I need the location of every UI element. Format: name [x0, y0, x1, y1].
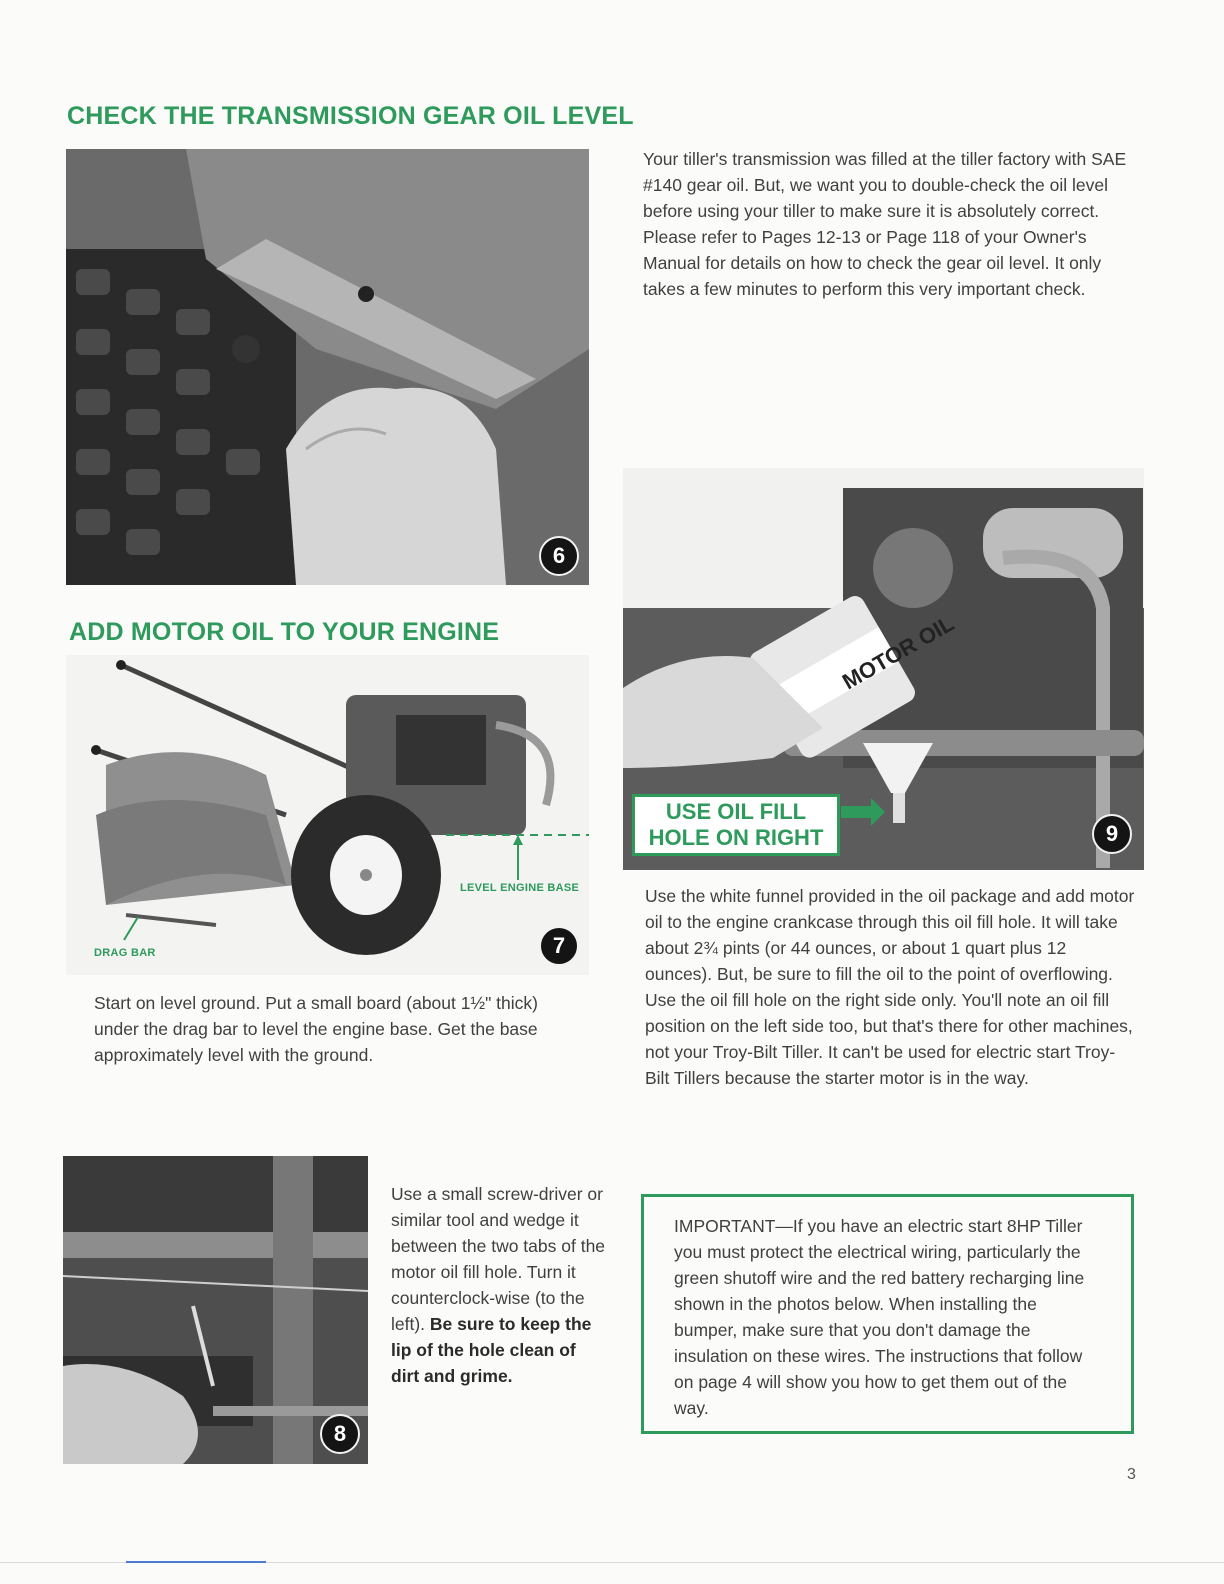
label-level-engine-base: LEVEL ENGINE BASE: [460, 882, 580, 894]
important-notice: [641, 1194, 1134, 1434]
screwdriver-text: Use a small screw-driver or similar tool and wedge it between the two tabs of the motor oil fill hole. Turn it counterclock-wise (to the left).: [391, 1184, 606, 1334]
label-drag-bar: DRAG BAR: [94, 947, 156, 959]
can-label: MOTOR OIL: [838, 610, 959, 695]
oil-fill-paragraph: Use the white funnel provided in the oil package and add motor oil to the engine crankcase through this oil fill hole. It will take about 2¾ pints (or 44 ounces, or about 1 quart plus 12 ounces). But, be sure to fill the oil to the point of overflowing. Use the oil fill hole on the right side only. You'll note an oil fill position on the left side too, but that's there for other machines, not your Troy-Bilt Tiller. It can't be used for electric start Troy-Bilt Tillers because the starter motor is in the way.: [645, 886, 1135, 1088]
transmission-photo: [66, 149, 589, 585]
photo-9-badge: 9: [1092, 814, 1132, 854]
oil-fill-callout: [632, 794, 840, 856]
motor-oil-heading: ADD MOTOR OIL TO YOUR ENGINE: [69, 618, 500, 646]
callout-line-1: USE OIL FILL: [665, 799, 807, 824]
photo-6-badge: 6: [539, 536, 579, 576]
screwdriver-paragraph: [391, 1181, 606, 1389]
transmission-heading: CHECK THE TRANSMISSION GEAR OIL LEVEL: [67, 102, 634, 130]
page-number: 3: [1127, 1466, 1136, 1483]
motor-oil-paragraph: Start on level ground. Put a small board (about 1½" thick) under the drag bar to level the engine base. Get the base approximately level with the ground.: [94, 993, 538, 1065]
callout-line-2: HOLE ON RIGHT: [648, 825, 824, 850]
screwdriver-warning: Be sure to keep the lip of the hole clean of dirt and grime.: [391, 1314, 592, 1386]
screwdriver-photo: [63, 1156, 368, 1464]
important-text: IMPORTANT—If you have an electric start 8HP Tiller you must protect the electrical wiring, particularly the green shutoff wire and the red battery recharging line shown in the photos below. When installing the bumper, make sure that you don't damage the insulation on these wires. The instructions that follow on page 4 will show you how to get them out of the way.: [674, 1216, 1085, 1418]
photo-8-badge: 8: [320, 1414, 360, 1454]
bottom-accent-rule: [126, 1561, 266, 1563]
transmission-paragraph: Your tiller's transmission was filled at the tiller factory with SAE #140 gear oil. But, we want you to double-check the oil level before using your tiller to make sure it is absolutely correct. Please refer to Pages 12-13 or Page 118 of your Owner's Manual for details on how to check the gear oil level. It only takes a few minutes to perform this very important check.: [643, 149, 1127, 299]
tiller-photo: [66, 655, 589, 975]
photo-7-badge: 7: [539, 926, 579, 966]
